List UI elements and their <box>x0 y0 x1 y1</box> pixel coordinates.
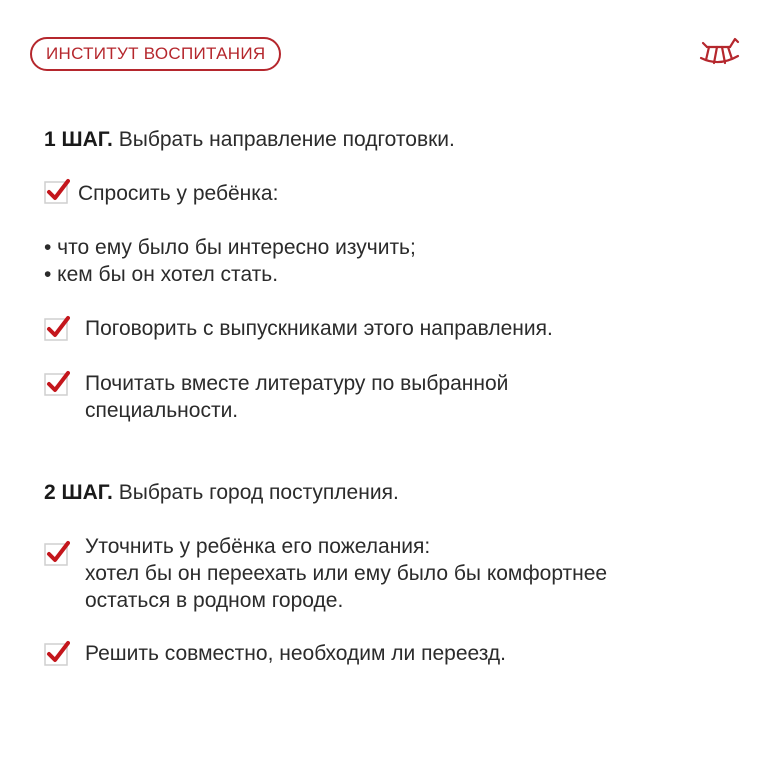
checkmark-icon <box>44 178 70 204</box>
step2-check1-line1: Уточнить у ребёнка его пожелания: <box>85 535 431 558</box>
step2-check1-line3: остаться в родном городе. <box>85 589 344 612</box>
checkmark-icon <box>44 370 70 396</box>
step1-bullet-1: • что ему было бы интересно изучить; <box>44 236 416 259</box>
step1-title: Выбрать направление подготовки. <box>118 128 455 151</box>
step1-number: 1 ШАГ. <box>44 128 113 151</box>
step2-check1-line2: хотел бы он переехать или ему было бы комфортнее <box>85 562 608 585</box>
step1-check2-text: Поговорить с выпускниками этого направления. <box>85 317 553 340</box>
step1-check3-line1: Почитать вместе литературу по выбранной <box>85 372 509 395</box>
brand-badge <box>30 37 281 71</box>
step2-number: 2 ШАГ. <box>44 481 113 504</box>
checkmark-icon <box>44 315 70 341</box>
step2-heading <box>44 479 399 506</box>
checkmark-icon <box>44 640 70 666</box>
brand-name: ИНСТИТУТ ВОСПИТАНИЯ <box>46 44 266 63</box>
step2-title: Выбрать город поступления. <box>118 481 399 504</box>
rocking-horse-icon <box>697 34 741 74</box>
step1-check3-line2: специальности. <box>85 399 239 422</box>
step1-bullet-2: • кем бы он хотел стать. <box>44 263 279 286</box>
step1-heading <box>44 126 455 153</box>
step2-check2-text: Решить совместно, необходим ли переезд. <box>85 642 506 665</box>
step1-check1-text: Спросить у ребёнка: <box>78 182 279 205</box>
checkmark-icon <box>44 540 70 566</box>
